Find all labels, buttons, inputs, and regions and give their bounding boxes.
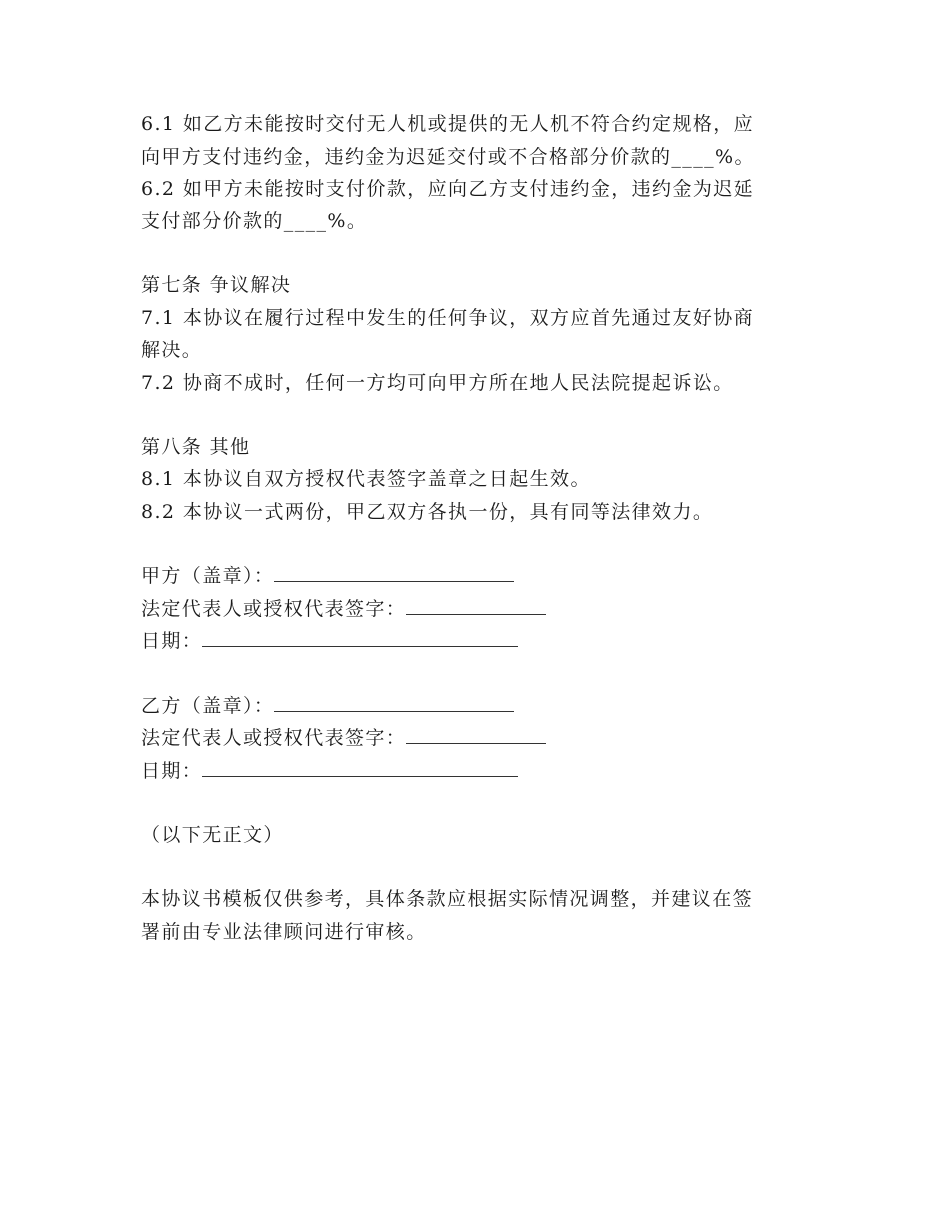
clause-6-1-line-2: 向甲方支付违约金，违约金为迟延交付或不合格部分价款的____%。 — [141, 146, 755, 168]
party-a-rep-row — [141, 597, 546, 621]
disclaimer-line-2: 署前由专业法律顾问进行审核。 — [141, 921, 427, 943]
clause-7-2: 7.2 协商不成时，任何一方均可向甲方所在地人民法院提起诉讼。 — [141, 372, 734, 394]
clause-7-1-line-1: 7.1 本协议在履行过程中发生的任何争议，双方应首先通过友好协商 — [141, 307, 755, 329]
end-of-text-note: （以下无正文） — [141, 824, 284, 846]
clause-8-1: 8.1 本协议自双方授权代表签字盖章之日起生效。 — [141, 468, 591, 490]
disclaimer-line-1: 本协议书模板仅供参考，具体条款应根据实际情况调整，并建议在签 — [141, 888, 754, 910]
party-b-seal-field[interactable] — [274, 694, 514, 712]
clause-8-2: 8.2 本协议一式两份，甲乙双方各执一份，具有同等法律效力。 — [141, 501, 714, 523]
clause-6-2-line-2: 支付部分价款的____%。 — [141, 210, 368, 232]
party-a-seal-field[interactable] — [274, 564, 514, 582]
party-a-date-row — [141, 629, 518, 653]
document-page — [141, 0, 806, 1230]
party-a-date-field[interactable] — [202, 629, 518, 647]
clause-7-1-line-2: 解决。 — [141, 339, 203, 361]
party-b-date-label: 日期： — [141, 760, 203, 782]
party-a-date-label: 日期： — [141, 630, 203, 652]
party-a-rep-field[interactable] — [406, 597, 546, 615]
party-a-rep-label: 法定代表人或授权代表签字： — [141, 598, 407, 620]
party-b-rep-row — [141, 726, 546, 750]
clause-6-2-line-1: 6.2 如甲方未能按时支付价款，应向乙方支付违约金，违约金为迟延 — [141, 178, 755, 200]
party-b-rep-field[interactable] — [406, 726, 546, 744]
party-b-date-field[interactable] — [202, 759, 518, 777]
party-b-seal-row — [141, 694, 514, 718]
clause-6-1-line-1: 6.1 如乙方未能按时交付无人机或提供的无人机不符合约定规格，应 — [141, 113, 755, 135]
party-a-seal-label: 甲方（盖章）： — [141, 565, 275, 587]
party-b-date-row — [141, 759, 518, 783]
clause-8-heading: 第八条 其他 — [141, 436, 251, 458]
party-b-rep-label: 法定代表人或授权代表签字： — [141, 727, 407, 749]
party-b-seal-label: 乙方（盖章）： — [141, 695, 275, 717]
clause-7-heading: 第七条 争议解决 — [141, 274, 292, 296]
party-a-seal-row — [141, 564, 514, 588]
